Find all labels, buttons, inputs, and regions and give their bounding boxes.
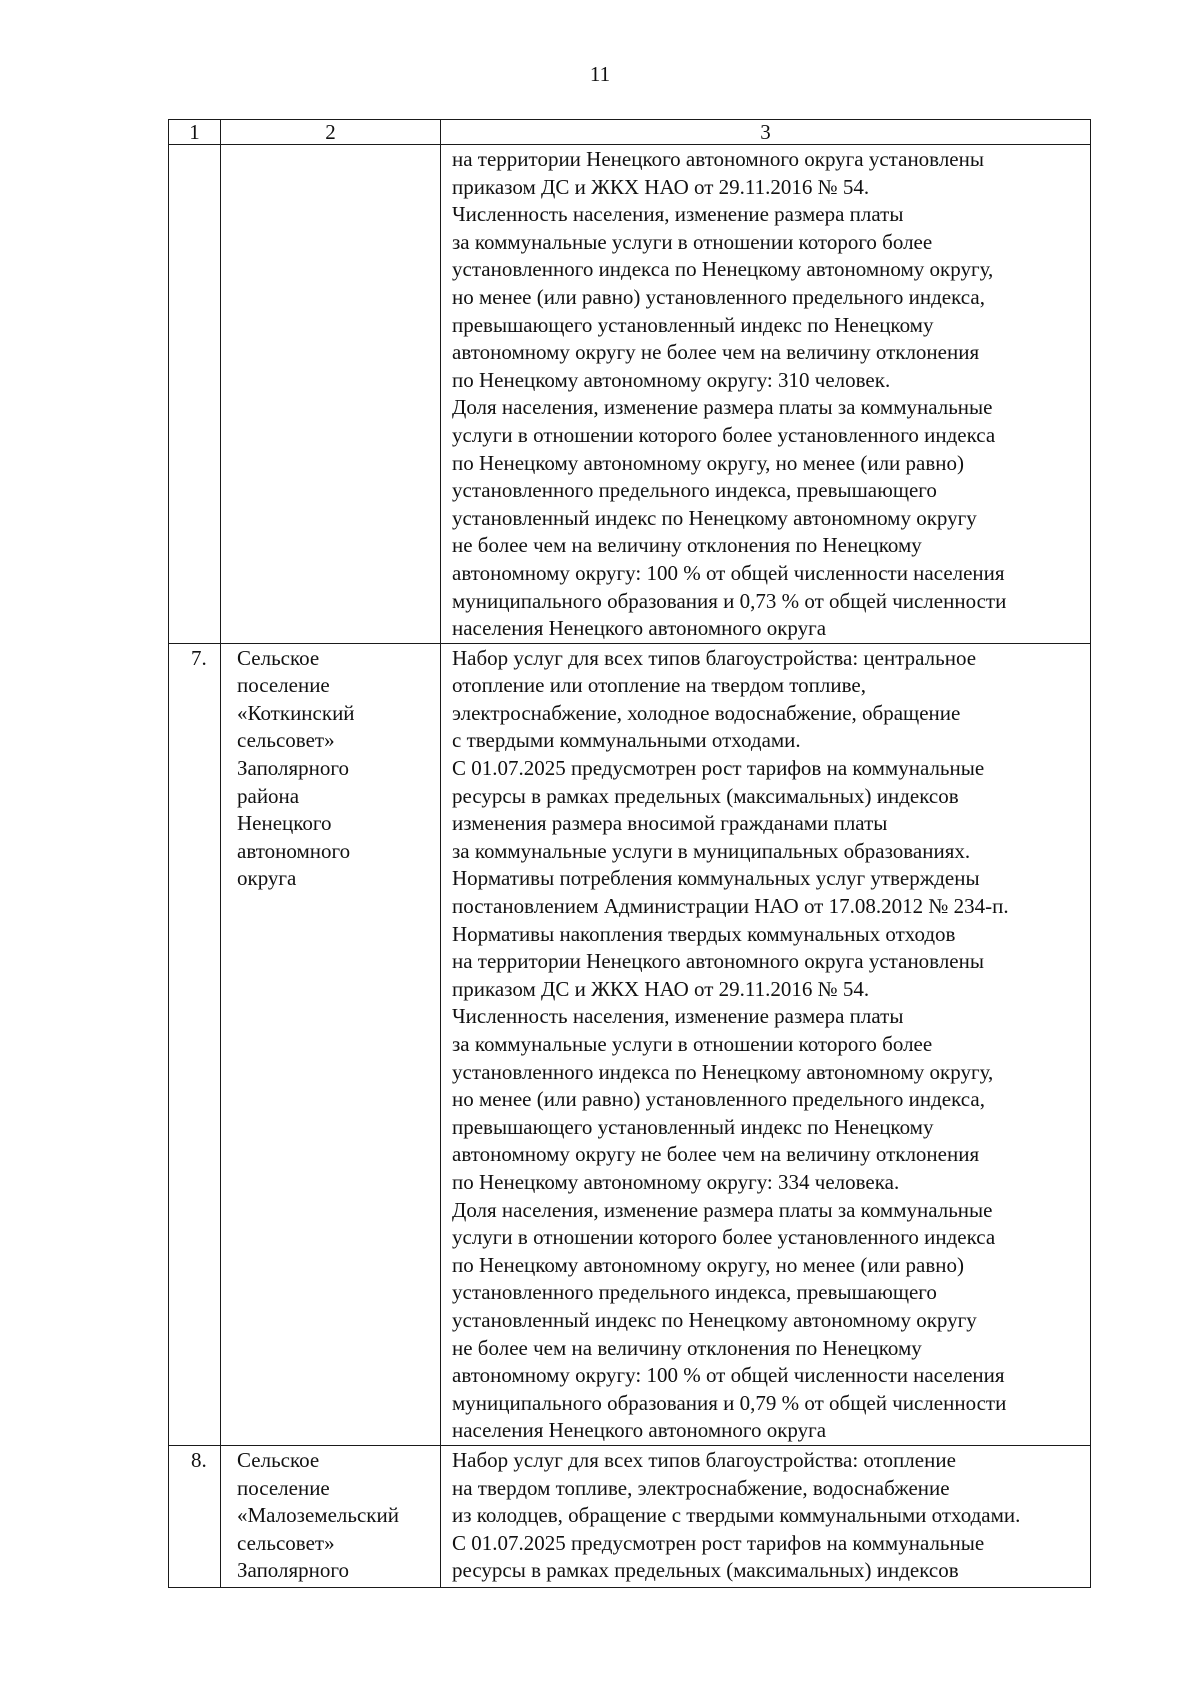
- text-line: округа: [237, 866, 297, 891]
- text-line: С 01.07.2025 предусмотрен рост тарифов на коммунальные: [452, 756, 985, 781]
- text-line: изменения размера вносимой гражданами платы: [452, 811, 888, 836]
- row-number-cell: [169, 1445, 221, 1587]
- text-line: муниципального образования и 0,79 % от общей численности: [452, 1390, 1007, 1415]
- text-line: муниципального образования и 0,73 % от общей численности: [452, 588, 1007, 613]
- text-line: автономному округу не более чем на величину отклонения: [452, 340, 980, 365]
- description-cell: [441, 1445, 1091, 1587]
- text-line: превышающего установленный индекс по Ненецкому: [452, 1114, 934, 1139]
- header-col-1: 1: [169, 120, 221, 145]
- text-line: населения Ненецкого автономного округа: [452, 616, 827, 641]
- table-row-8: [169, 1445, 1091, 1587]
- row-number: 7.: [191, 645, 207, 670]
- text-line: за коммунальные услуги в отношении которого более: [452, 229, 933, 254]
- text-line: Заполярного: [237, 756, 349, 781]
- header-col-3: 3: [441, 120, 1091, 145]
- text-line: постановлением Администрации НАО от 17.08.2012 № 234-п.: [452, 894, 1009, 919]
- text-line: по Ненецкому автономному округу: 310 человек.: [452, 367, 891, 392]
- text-line: услуги в отношении которого более установленного индекса: [452, 1225, 996, 1250]
- text-line: установленного индекса по Ненецкому автономному округу,: [452, 257, 994, 282]
- text-line: установленный индекс по Ненецкому автономному округу: [452, 505, 977, 530]
- row-number: 8.: [191, 1447, 207, 1472]
- text-line: сельсовет»: [237, 1530, 335, 1555]
- row-number-cell: [169, 643, 221, 1445]
- text-line: на территории Ненецкого автономного округа установлены: [452, 949, 984, 974]
- text-line: приказом ДС и ЖКХ НАО от 29.11.2016 № 54.: [452, 976, 870, 1001]
- text-line: автономного: [237, 838, 351, 863]
- header-col-2: 2: [221, 120, 441, 145]
- text-line: сельсовет»: [237, 728, 335, 753]
- text-line: на твердом топливе, электроснабжение, водоснабжение: [452, 1475, 950, 1500]
- page-number: 11: [589, 62, 611, 86]
- table-row-continuation: [169, 145, 1091, 644]
- text-line: не более чем на величину отклонения по Ненецкому: [452, 1335, 922, 1360]
- text-line: Доля населения, изменение размера платы за коммунальные: [452, 395, 993, 420]
- row-number-cell: [169, 145, 221, 644]
- text-line: по Ненецкому автономному округу, но менее (или равно): [452, 1252, 964, 1277]
- text-line: не более чем на величину отклонения по Ненецкому: [452, 533, 922, 558]
- text-line: Доля населения, изменение размера платы за коммунальные: [452, 1197, 993, 1222]
- text-line: Заполярного: [237, 1558, 349, 1583]
- settlement-name-cell: [221, 1445, 441, 1587]
- text-line: Численность населения, изменение размера платы: [452, 1004, 904, 1029]
- text-line: Сельское: [237, 645, 320, 670]
- text-line: за коммунальные услуги в отношении которого более: [452, 1032, 933, 1056]
- table-header-row: [169, 120, 1091, 145]
- text-line: Набор услуг для всех типов благоустройства: отопление: [452, 1447, 956, 1472]
- settlement-name-cell: [221, 145, 441, 644]
- text-line: из колодцев, обращение с твердыми коммунальными отходами.: [452, 1503, 1021, 1528]
- text-line: приказом ДС и ЖКХ НАО от 29.11.2016 № 54.: [452, 174, 870, 199]
- tariff-table: [168, 119, 1091, 1588]
- text-line: по Ненецкому автономному округу: 334 человека.: [452, 1169, 900, 1194]
- text-line: но менее (или равно) установленного предельного индекса,: [452, 284, 985, 309]
- text-line: «Коткинский: [237, 700, 355, 725]
- text-line: автономному округу: 100 % от общей численности населения: [452, 560, 1005, 585]
- text-line: на территории Ненецкого автономного округа установлены: [452, 147, 984, 171]
- text-line: установленного предельного индекса, превышающего: [452, 1280, 937, 1305]
- text-line: населения Ненецкого автономного округа: [452, 1418, 827, 1443]
- text-line: автономному округу не более чем на величину отклонения: [452, 1142, 980, 1167]
- text-line: с твердыми коммунальными отходами.: [452, 728, 801, 753]
- text-line: Численность населения, изменение размера платы: [452, 202, 904, 227]
- text-line: электроснабжение, холодное водоснабжение, обращение: [452, 700, 961, 725]
- text-line: поселение: [237, 1475, 330, 1500]
- text-line: ресурсы в рамках предельных (максимальных) индексов: [452, 1558, 959, 1583]
- text-line: установленного индекса по Ненецкому автономному округу,: [452, 1059, 994, 1084]
- text-line: превышающего установленный индекс по Ненецкому: [452, 312, 934, 337]
- text-line: «Малоземельский: [237, 1503, 399, 1528]
- table-row-7: [169, 643, 1091, 1445]
- text-line: автономному округу: 100 % от общей численности населения: [452, 1363, 1005, 1388]
- text-line: но менее (или равно) установленного предельного индекса,: [452, 1087, 985, 1112]
- text-line: по Ненецкому автономному округу, но менее (или равно): [452, 450, 964, 475]
- text-line: за коммунальные услуги в муниципальных образованиях.: [452, 838, 971, 863]
- text-line: Нормативы накопления твердых коммунальных отходов: [452, 921, 956, 946]
- text-line: ресурсы в рамках предельных (максимальных) индексов: [452, 783, 959, 808]
- text-line: С 01.07.2025 предусмотрен рост тарифов на коммунальные: [452, 1530, 985, 1555]
- text-line: района: [237, 783, 300, 808]
- text-line: поселение: [237, 673, 330, 698]
- description-cell: [441, 145, 1091, 644]
- text-line: установленного предельного индекса, превышающего: [452, 478, 937, 503]
- text-line: услуги в отношении которого более установленного индекса: [452, 422, 996, 447]
- settlement-name-cell: [221, 643, 441, 1445]
- text-line: Сельское: [237, 1447, 320, 1472]
- text-line: Нормативы потребления коммунальных услуг утверждены: [452, 866, 980, 891]
- text-line: отопление или отопление на твердом топливе,: [452, 673, 866, 698]
- text-line: Ненецкого: [237, 811, 332, 836]
- description-cell: [441, 643, 1091, 1445]
- text-line: Набор услуг для всех типов благоустройства: центральное: [452, 645, 977, 670]
- text-line: установленный индекс по Ненецкому автономному округу: [452, 1307, 977, 1332]
